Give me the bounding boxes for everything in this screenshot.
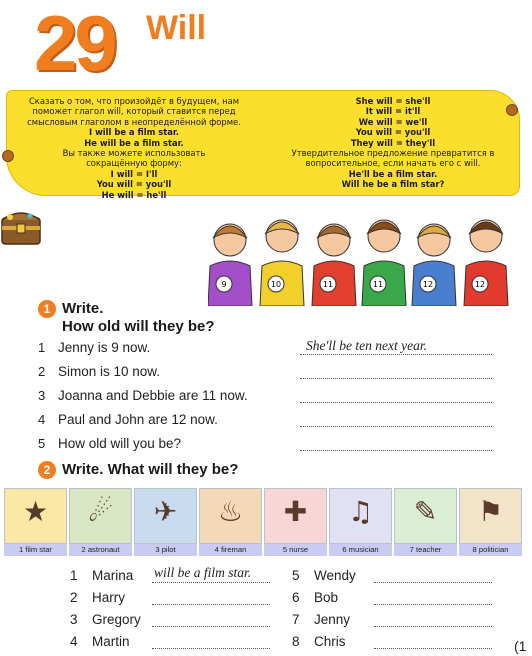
occupation-label: 2 astronaut <box>69 544 132 556</box>
rule-line: She will = she'll <box>355 96 431 106</box>
occupation-label: 4 fireman <box>199 544 262 556</box>
exercise-2-number: 2 <box>38 461 56 479</box>
film-star-icon: ★ <box>4 488 67 544</box>
age-badge: 12 <box>422 280 434 289</box>
rule-line: He'll be a film star. <box>348 168 438 179</box>
item-number: 6 <box>292 590 300 605</box>
answer-line[interactable] <box>152 626 270 627</box>
exercise-1-row <box>38 436 508 460</box>
item-number: 2 <box>38 364 46 379</box>
rule-line: сокращённую форму: <box>86 158 182 169</box>
answer-line[interactable] <box>300 426 492 427</box>
exercise-1-row <box>38 364 508 388</box>
child-figure <box>412 224 456 306</box>
child-figure <box>312 224 356 306</box>
rule-line: He will = he'll <box>101 189 167 200</box>
occupation-picture-strip <box>4 488 528 556</box>
exercise-2-row <box>292 634 502 654</box>
exercise-1-row <box>38 340 508 364</box>
answer-text: will be a film star. <box>154 565 252 580</box>
answer-line[interactable] <box>300 378 492 379</box>
child-figure <box>464 220 508 306</box>
rule-line: Сказать о том, что произойдёт в будущем, нам <box>28 96 240 106</box>
item-number: 3 <box>38 388 46 403</box>
nurse-icon: ✚ <box>264 488 327 544</box>
exercise-2-title: Write. What will they be? <box>62 461 239 478</box>
item-number: 4 <box>70 634 78 649</box>
item-number: 8 <box>292 634 300 649</box>
occupation-label: 8 politician <box>459 544 522 556</box>
occupation-label: 5 nurse <box>264 544 327 556</box>
rule-line: We will = we'll <box>358 116 428 127</box>
item-number: 2 <box>70 590 78 605</box>
rule-line: He will be a film star. <box>84 137 184 148</box>
item-prompt: Paul and John are 12 now. <box>58 412 218 427</box>
children-illustration <box>208 206 526 306</box>
answer-line[interactable] <box>152 582 270 583</box>
person-name: Gregory <box>92 612 141 627</box>
child-figure <box>362 220 406 306</box>
item-number: 1 <box>70 568 78 583</box>
rule-line: You will = you'll <box>96 179 172 190</box>
astronaut-icon: ☄ <box>69 488 132 544</box>
person-name: Harry <box>92 590 125 605</box>
occupation-label: 6 musician <box>329 544 392 556</box>
answer-line[interactable] <box>374 582 492 583</box>
rule-line: поможет глагол will, который ставится перед <box>32 106 236 117</box>
age-badge: 12 <box>474 280 486 289</box>
item-number: 4 <box>38 412 46 427</box>
item-number: 1 <box>38 340 46 355</box>
rule-right-column <box>270 96 516 190</box>
rule-line: Вы также можете использовать <box>62 148 206 159</box>
rule-line: смысловым глаголом в неопределённой форме. <box>27 116 241 127</box>
rule-line: Утвердительное предложение превратится в <box>291 148 495 159</box>
answer-line[interactable] <box>374 648 492 649</box>
rule-line: They will = they'll <box>350 137 436 148</box>
answer-line[interactable] <box>300 450 492 451</box>
item-number: 5 <box>292 568 300 583</box>
item-prompt: Joanna and Debbie are 11 now. <box>58 388 248 403</box>
answer-text: She'll be ten next year. <box>306 338 427 353</box>
exercise-1-subtitle: How old will they be? <box>62 318 215 335</box>
occupation-label: 3 pilot <box>134 544 197 556</box>
age-badge: 10 <box>270 280 282 289</box>
child-figure <box>260 220 304 306</box>
exercise-1-number: 1 <box>38 300 56 318</box>
child-figure <box>208 224 252 306</box>
rule-line: I will = I'll <box>110 168 158 179</box>
rule-line: I will be a film star. <box>89 127 179 138</box>
person-name: Chris <box>314 634 346 649</box>
exercise-2-row <box>70 612 280 632</box>
rule-line: It will = it'll <box>365 106 421 117</box>
age-badge: 9 <box>221 280 227 289</box>
treasure-chest-icon <box>0 204 44 248</box>
person-name: Bob <box>314 590 339 605</box>
politician-icon: ⚑ <box>459 488 522 544</box>
item-number: 7 <box>292 612 300 627</box>
answer-line[interactable] <box>374 626 492 627</box>
item-prompt: How old will you be? <box>58 436 182 451</box>
person-name: Martin <box>92 634 130 649</box>
person-name: Jenny <box>314 612 351 627</box>
musician-icon: ♫ <box>329 488 392 544</box>
answer-line[interactable] <box>300 354 492 355</box>
exercise-2-row <box>292 612 502 632</box>
rule-line: Will he be a film star? <box>341 179 445 190</box>
page-number: (1 <box>514 638 527 654</box>
rule-left-column <box>8 96 260 200</box>
unit-number: 29 <box>34 0 115 87</box>
exercise-1-title: Write. <box>62 300 104 317</box>
answer-line[interactable] <box>152 648 270 649</box>
exercise-2-row <box>292 568 502 588</box>
item-prompt: Simon is 10 now. <box>58 364 161 379</box>
exercise-2-row <box>70 590 280 610</box>
item-number: 5 <box>38 436 46 451</box>
rule-line: You will = you'll <box>355 127 431 138</box>
unit-title: Will <box>146 9 207 47</box>
item-number: 3 <box>70 612 78 627</box>
exercise-2-row <box>70 565 280 588</box>
person-name: Marina <box>92 568 134 583</box>
answer-line[interactable] <box>374 604 492 605</box>
exercise-2-row <box>292 590 502 610</box>
age-badge: 11 <box>322 280 334 289</box>
fireman-icon: ♨ <box>199 488 262 544</box>
exercise-2-row <box>70 634 280 654</box>
answer-line[interactable] <box>152 604 270 605</box>
exercise-1-row <box>38 412 508 436</box>
teacher-icon: ✎ <box>394 488 457 544</box>
person-name: Wendy <box>314 568 356 583</box>
rule-line: вопросительное, если начать его с will. <box>305 158 481 169</box>
age-badge: 11 <box>372 280 384 289</box>
occupation-label: 1 film star <box>4 544 67 556</box>
exercise-1-row <box>38 388 508 412</box>
occupation-label: 7 teacher <box>394 544 457 556</box>
answer-line[interactable] <box>300 402 492 403</box>
pilot-icon: ✈ <box>134 488 197 544</box>
item-prompt: Jenny is 9 now. <box>58 340 151 355</box>
